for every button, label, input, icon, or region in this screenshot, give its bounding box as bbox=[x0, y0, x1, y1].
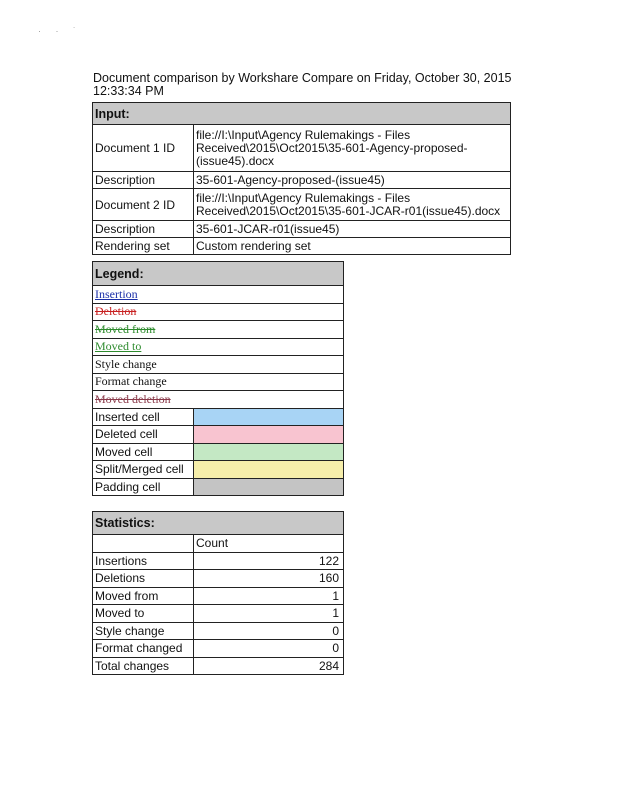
statistics-count-header: Count bbox=[194, 535, 344, 553]
rendering-set-value: Custom rendering set bbox=[194, 238, 511, 255]
input-title: Input: bbox=[93, 103, 511, 125]
document-1-id-label: Document 1 ID bbox=[93, 125, 194, 172]
input-table bbox=[92, 102, 511, 255]
stat-style-change-label: Style change bbox=[93, 622, 194, 640]
stat-insertions-count: 122 bbox=[194, 552, 344, 570]
legend-inserted-cell-label: Inserted cell bbox=[93, 408, 194, 426]
legend-moved-from bbox=[93, 321, 344, 339]
legend-moved-deletion-text: Moved deletion bbox=[95, 391, 171, 406]
statistics-header-blank bbox=[93, 535, 194, 553]
statistics-table bbox=[92, 511, 344, 675]
legend-padding-cell-swatch bbox=[194, 478, 344, 496]
legend-moved-from-text: Moved from bbox=[95, 321, 156, 336]
rendering-set-label: Rendering set bbox=[93, 238, 194, 255]
stat-format-changed-label: Format changed bbox=[93, 640, 194, 658]
legend-split-merged-cell-swatch bbox=[194, 461, 344, 479]
stat-moved-from-label: Moved from bbox=[93, 587, 194, 605]
description-1-value: 35-601-Agency-proposed-(issue45) bbox=[194, 172, 511, 189]
document-2-id-label: Document 2 ID bbox=[93, 189, 194, 221]
legend-deletion bbox=[93, 303, 344, 321]
description-2-value: 35-601-JCAR-r01(issue45) bbox=[194, 221, 511, 238]
stat-moved-to-count: 1 bbox=[194, 605, 344, 623]
legend-deleted-cell-swatch bbox=[194, 426, 344, 444]
legend-split-merged-cell-label: Split/Merged cell bbox=[93, 461, 194, 479]
legend-moved-cell-swatch bbox=[194, 443, 344, 461]
legend-inserted-cell-swatch bbox=[194, 408, 344, 426]
stat-insertions-label: Insertions bbox=[93, 552, 194, 570]
legend-format-change-text: Format change bbox=[95, 374, 167, 389]
legend-insertion bbox=[93, 286, 344, 304]
stat-deletions-count: 160 bbox=[194, 570, 344, 588]
stat-format-changed-count: 0 bbox=[194, 640, 344, 658]
legend-format-change bbox=[93, 373, 344, 391]
header-title: Document comparison by Workshare Compare on Friday, October 30, 2015 bbox=[93, 71, 512, 85]
legend-moved-deletion bbox=[93, 391, 344, 409]
stat-total-changes-label: Total changes bbox=[93, 657, 194, 675]
legend-deletion-text: Deletion bbox=[95, 304, 137, 319]
document-header bbox=[93, 72, 523, 98]
stat-style-change-count: 0 bbox=[194, 622, 344, 640]
legend-style-change bbox=[93, 356, 344, 374]
legend-title: Legend: bbox=[93, 262, 344, 286]
stat-moved-from-count: 1 bbox=[194, 587, 344, 605]
description-2-label: Description bbox=[93, 221, 194, 238]
legend-moved-to bbox=[93, 338, 344, 356]
legend-style-change-text: Style change bbox=[95, 356, 157, 371]
legend-table bbox=[92, 261, 344, 496]
document-2-id-value: file://I:\Input\Agency Rulemakings - Files Received\2015\Oct2015\35-601-JCAR-r01(issue45).docx bbox=[194, 189, 511, 221]
document-1-id-value: file://I:\Input\Agency Rulemakings - Files Received\2015\Oct2015\35-601-Agency-proposed-(issue45).docx bbox=[194, 125, 511, 172]
stat-total-changes-count: 284 bbox=[194, 657, 344, 675]
legend-deleted-cell-label: Deleted cell bbox=[93, 426, 194, 444]
legend-moved-to-text: Moved to bbox=[95, 339, 142, 354]
legend-moved-cell-label: Moved cell bbox=[93, 443, 194, 461]
description-1-label: Description bbox=[93, 172, 194, 189]
header-time: 12:33:34 PM bbox=[93, 84, 164, 98]
statistics-title: Statistics: bbox=[93, 512, 344, 535]
scan-specks: · · ˙ bbox=[38, 26, 82, 36]
legend-insertion-text: Insertion bbox=[95, 286, 138, 301]
stat-deletions-label: Deletions bbox=[93, 570, 194, 588]
stat-moved-to-label: Moved to bbox=[93, 605, 194, 623]
legend-padding-cell-label: Padding cell bbox=[93, 478, 194, 496]
